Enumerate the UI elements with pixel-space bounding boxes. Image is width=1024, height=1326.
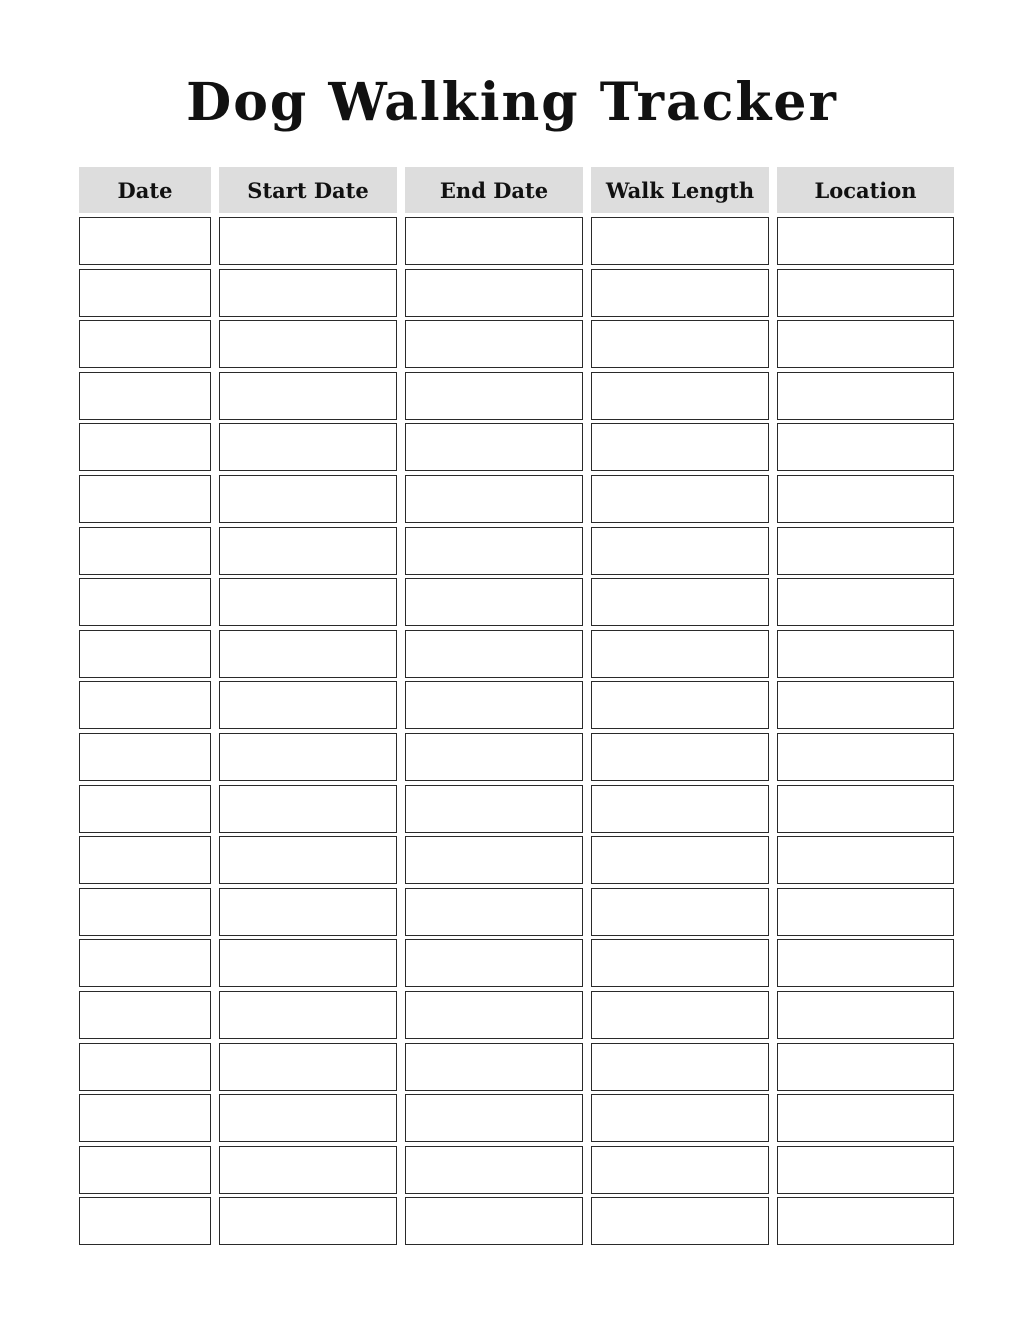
entry-cell-end-date[interactable] <box>405 372 583 420</box>
entry-cell-end-date[interactable] <box>405 527 583 575</box>
entry-cell-walk-length[interactable] <box>591 785 769 833</box>
entry-cell-location[interactable] <box>777 372 954 420</box>
column-header-date: Date <box>79 167 211 213</box>
entry-cell-end-date[interactable] <box>405 1043 583 1091</box>
column-header-location: Location <box>777 167 954 213</box>
entry-cell-location[interactable] <box>777 1043 954 1091</box>
table-row <box>79 578 954 626</box>
table-row <box>79 888 954 936</box>
entry-cell-date[interactable] <box>79 1197 211 1245</box>
entry-cell-location[interactable] <box>777 1197 954 1245</box>
entry-cell-start-date[interactable] <box>219 681 397 729</box>
entry-cell-location[interactable] <box>777 1146 954 1194</box>
table-row <box>79 527 954 575</box>
entry-cell-end-date[interactable] <box>405 836 583 884</box>
entry-cell-date[interactable] <box>79 527 211 575</box>
entry-cell-walk-length[interactable] <box>591 681 769 729</box>
page-title: Dog Walking Tracker <box>186 72 838 133</box>
entry-cell-location[interactable] <box>777 423 954 471</box>
table-row <box>79 681 954 729</box>
entry-cell-date[interactable] <box>79 785 211 833</box>
entry-cell-walk-length[interactable] <box>591 320 769 368</box>
entry-cell-location[interactable] <box>777 733 954 781</box>
table-row <box>79 475 954 523</box>
header-row <box>79 167 954 213</box>
entry-cell-start-date[interactable] <box>219 269 397 317</box>
entry-cell-location[interactable] <box>777 475 954 523</box>
entry-cell-end-date[interactable] <box>405 269 583 317</box>
entry-cell-walk-length[interactable] <box>591 1043 769 1091</box>
entry-cell-location[interactable] <box>777 681 954 729</box>
table-row <box>79 423 954 471</box>
entry-cell-end-date[interactable] <box>405 888 583 936</box>
table-row <box>79 372 954 420</box>
entry-cell-end-date[interactable] <box>405 320 583 368</box>
entry-cell-start-date[interactable] <box>219 785 397 833</box>
entry-cell-date[interactable] <box>79 372 211 420</box>
entry-cell-date[interactable] <box>79 1146 211 1194</box>
table-row <box>79 217 954 265</box>
entry-cell-start-date[interactable] <box>219 1146 397 1194</box>
entry-cell-location[interactable] <box>777 785 954 833</box>
table-row <box>79 733 954 781</box>
tracker-table <box>79 167 954 1249</box>
entry-cell-walk-length[interactable] <box>591 1197 769 1245</box>
entry-cell-start-date[interactable] <box>219 372 397 420</box>
entry-cell-start-date[interactable] <box>219 217 397 265</box>
entry-cell-walk-length[interactable] <box>591 423 769 471</box>
entry-cell-end-date[interactable] <box>405 991 583 1039</box>
entry-cell-location[interactable] <box>777 269 954 317</box>
entry-cell-location[interactable] <box>777 578 954 626</box>
entry-cell-date[interactable] <box>79 269 211 317</box>
table-row <box>79 1146 954 1194</box>
entry-cell-location[interactable] <box>777 630 954 678</box>
entry-cell-date[interactable] <box>79 475 211 523</box>
entry-cell-start-date[interactable] <box>219 1197 397 1245</box>
entry-cell-end-date[interactable] <box>405 681 583 729</box>
entry-cell-date[interactable] <box>79 423 211 471</box>
entry-cell-start-date[interactable] <box>219 527 397 575</box>
entry-cell-start-date[interactable] <box>219 578 397 626</box>
entry-cell-date[interactable] <box>79 991 211 1039</box>
entry-cell-start-date[interactable] <box>219 423 397 471</box>
table-row <box>79 320 954 368</box>
entry-cell-date[interactable] <box>79 630 211 678</box>
entry-cell-walk-length[interactable] <box>591 475 769 523</box>
entry-cell-walk-length[interactable] <box>591 269 769 317</box>
entry-cell-end-date[interactable] <box>405 475 583 523</box>
entry-cell-walk-length[interactable] <box>591 630 769 678</box>
entry-cell-date[interactable] <box>79 939 211 987</box>
entry-cell-date[interactable] <box>79 1043 211 1091</box>
entry-cell-walk-length[interactable] <box>591 1094 769 1142</box>
entry-cell-start-date[interactable] <box>219 991 397 1039</box>
entry-cell-end-date[interactable] <box>405 785 583 833</box>
entry-cell-date[interactable] <box>79 888 211 936</box>
entry-cell-start-date[interactable] <box>219 939 397 987</box>
entry-cell-walk-length[interactable] <box>591 888 769 936</box>
entry-cell-walk-length[interactable] <box>591 733 769 781</box>
entry-cell-end-date[interactable] <box>405 217 583 265</box>
entry-cell-location[interactable] <box>777 888 954 936</box>
entry-cell-date[interactable] <box>79 836 211 884</box>
column-header-end-date: End Date <box>405 167 583 213</box>
entry-cell-start-date[interactable] <box>219 733 397 781</box>
table-body <box>79 217 954 1245</box>
entry-cell-date[interactable] <box>79 578 211 626</box>
entry-cell-walk-length[interactable] <box>591 939 769 987</box>
entry-cell-walk-length[interactable] <box>591 578 769 626</box>
entry-cell-start-date[interactable] <box>219 836 397 884</box>
table-row <box>79 939 954 987</box>
entry-cell-end-date[interactable] <box>405 1197 583 1245</box>
entry-cell-location[interactable] <box>777 217 954 265</box>
table-row <box>79 1094 954 1142</box>
entry-cell-start-date[interactable] <box>219 320 397 368</box>
entry-cell-end-date[interactable] <box>405 1146 583 1194</box>
entry-cell-end-date[interactable] <box>405 578 583 626</box>
entry-cell-start-date[interactable] <box>219 630 397 678</box>
entry-cell-date[interactable] <box>79 1094 211 1142</box>
entry-cell-date[interactable] <box>79 733 211 781</box>
entry-cell-date[interactable] <box>79 217 211 265</box>
entry-cell-date[interactable] <box>79 681 211 729</box>
column-header-walk-length: Walk Length <box>591 167 769 213</box>
entry-cell-walk-length[interactable] <box>591 372 769 420</box>
table-row <box>79 1197 954 1245</box>
entry-cell-walk-length[interactable] <box>591 836 769 884</box>
entry-cell-location[interactable] <box>777 991 954 1039</box>
entry-cell-location[interactable] <box>777 320 954 368</box>
entry-cell-start-date[interactable] <box>219 1094 397 1142</box>
entry-cell-walk-length[interactable] <box>591 217 769 265</box>
entry-cell-location[interactable] <box>777 1094 954 1142</box>
entry-cell-date[interactable] <box>79 320 211 368</box>
column-header-start-date: Start Date <box>219 167 397 213</box>
entry-cell-start-date[interactable] <box>219 888 397 936</box>
entry-cell-end-date[interactable] <box>405 939 583 987</box>
entry-cell-location[interactable] <box>777 939 954 987</box>
entry-cell-end-date[interactable] <box>405 1094 583 1142</box>
entry-cell-start-date[interactable] <box>219 475 397 523</box>
table-row <box>79 269 954 317</box>
table-row <box>79 630 954 678</box>
table-row <box>79 836 954 884</box>
entry-cell-end-date[interactable] <box>405 423 583 471</box>
table-row <box>79 785 954 833</box>
entry-cell-start-date[interactable] <box>219 1043 397 1091</box>
entry-cell-end-date[interactable] <box>405 630 583 678</box>
entry-cell-end-date[interactable] <box>405 733 583 781</box>
entry-cell-walk-length[interactable] <box>591 527 769 575</box>
table-row <box>79 1043 954 1091</box>
entry-cell-walk-length[interactable] <box>591 991 769 1039</box>
entry-cell-walk-length[interactable] <box>591 1146 769 1194</box>
entry-cell-location[interactable] <box>777 527 954 575</box>
entry-cell-location[interactable] <box>777 836 954 884</box>
table-row <box>79 991 954 1039</box>
